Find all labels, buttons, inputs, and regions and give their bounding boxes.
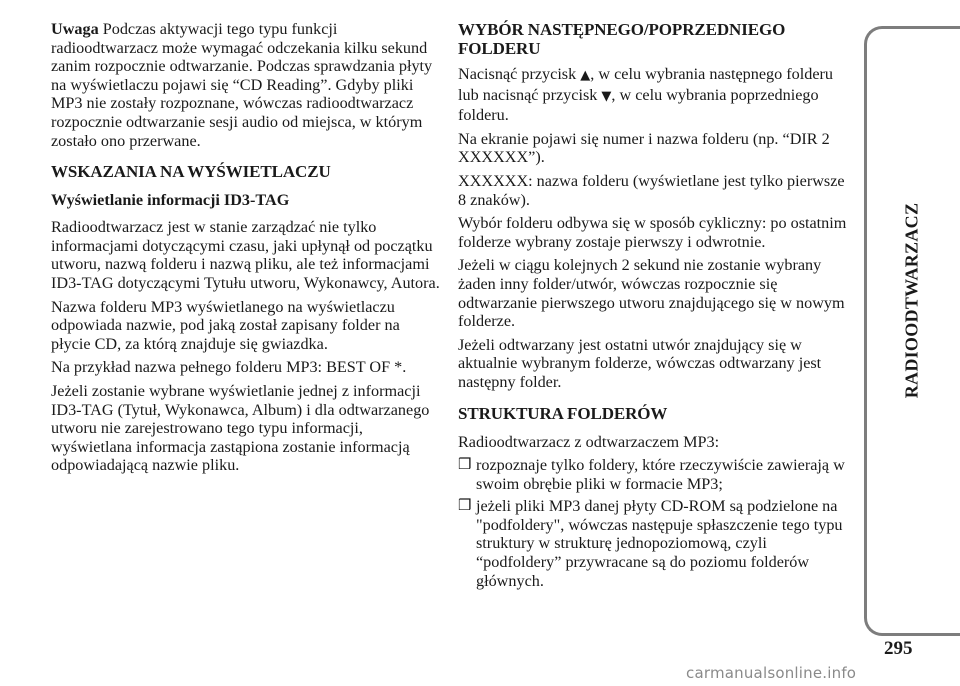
subheading-id3: Wyświetlanie informacji ID3-TAG bbox=[51, 191, 290, 210]
section-heading-display: WSKAZANIA NA WYŚWIETLACZU bbox=[51, 162, 331, 182]
paragraph: Nazwa folderu MP3 wyświetlanego na wyświetlaczu odpowiada nazwie, pod jaką został zapisany folder na płycie CD, za którą znajduje się gwiazdka. bbox=[51, 297, 400, 353]
paragraph: XXXXXX: nazwa folderu (wyświetlane jest tylko pierwsze 8 znaków). bbox=[458, 171, 845, 209]
paragraph: Na przykład nazwa pełnego folderu MP3: BEST OF *. bbox=[51, 358, 407, 377]
watermark: carmanualsonline.info bbox=[686, 664, 857, 682]
paragraph: Radioodtwarzacz z odtwarzaczem MP3: bbox=[458, 432, 720, 451]
left-column bbox=[51, 20, 443, 480]
chapter-tab-label bbox=[901, 202, 922, 398]
paragraph: Jeżeli zostanie wybrane wyświetlanie jednej z informacji ID3-TAG (Tytuł, Wykonawca, Album) i dla odtwarzanego utworu nie zarejestrowano tego typu informacji, wyświetlana informacja zastąpiona zostanie informacją odpowiadającą nazwie pliku. bbox=[51, 381, 430, 475]
section-heading-folder-structure: STRUKTURA FOLDERÓW bbox=[458, 403, 668, 423]
paragraph: Jeżeli odtwarzany jest ostatni utwór znajdujący się w aktualnie wybranym folderze, wówczas odtwarzany jest następny folder. bbox=[458, 335, 822, 391]
text-fragment: , w celu wybrania poprzedniego folderu. bbox=[458, 85, 819, 125]
heading-line: WYBÓR NASTĘPNEGO/POPRZEDNIEGO bbox=[458, 20, 786, 39]
note-text: Podczas aktywacji tego typu funkcji radioodtwarzacz może wymagać odczekania kilku sekund zanim rozpocznie odtwarzanie. Podczas sprawdzania płyty na wyświetlaczu pojawi się “CD Reading”. Gdyby pliki MP3 nie zostały rozpoznane, wówczas radioodtwarzacz rozpocznie odtwarzanie sesji audio od miejsca, w którym zostało ono przerwane. bbox=[51, 20, 433, 150]
checkbox-bullet-icon: ❒ bbox=[458, 457, 472, 474]
chapter-title: RADIOODTWARZACZ bbox=[901, 202, 922, 398]
paragraph: Na ekranie pojawi się numer i nazwa folderu (np. “DIR 2 XXXXXX”). bbox=[458, 129, 830, 167]
paragraph: Wybór folderu odbywa się w sposób cykliczny: po ostatnim folderze wybrany zostaje pierwszy i odwrotnie. bbox=[458, 214, 847, 251]
note-lead: Uwaga bbox=[51, 20, 99, 38]
right-column bbox=[458, 20, 850, 594]
paragraph: Radioodtwarzacz jest w stanie zarządzać nie tylko informacjami dotyczącymi czasu, jaki upłynął od początku utworu, nazwą folderu i nazwą pliku, ale też informacjami ID3-TAG dotyczącymi Tytułu utworu, Wykonawcy, Autora. bbox=[51, 218, 440, 292]
paragraph-buttons bbox=[458, 65, 850, 125]
section-heading-folder-select bbox=[458, 20, 850, 58]
list-item-text: rozpoznaje tylko foldery, które rzeczywiście zawierają w swoim obrębie pliki w formacie MP3; bbox=[476, 456, 845, 493]
note-paragraph bbox=[51, 20, 443, 150]
checkbox-bullet-icon: ❒ bbox=[458, 498, 472, 515]
page-number: 295 bbox=[884, 638, 913, 659]
list-item bbox=[458, 456, 850, 493]
text-fragment: Nacisnąć przycisk bbox=[458, 65, 577, 83]
heading-line: FOLDERU bbox=[458, 39, 541, 58]
text-fragment: , w celu wybrania następnego folderu lub nacisnąć przycisk bbox=[458, 65, 833, 104]
paragraph: Jeżeli w ciągu kolejnych 2 sekund nie zostanie wybrany żaden inny folder/utwór, wówczas rozpocznie się odtwarzanie pierwszego utworu znajdującego się w nowym folderze. bbox=[458, 256, 845, 331]
list-item-text: jeżeli pliki MP3 danej płyty CD-ROM są podzielone na "podfoldery", wówczas następuje spłaszczenie tego typu struktury w strukturę jednopoziomową, czyli “podfoldery” przywracane są do poziomu folderów głównych. bbox=[476, 497, 843, 590]
up-arrow-icon: ▲ bbox=[580, 68, 591, 83]
down-arrow-icon: ▼ bbox=[601, 88, 612, 104]
list-item bbox=[458, 497, 850, 590]
